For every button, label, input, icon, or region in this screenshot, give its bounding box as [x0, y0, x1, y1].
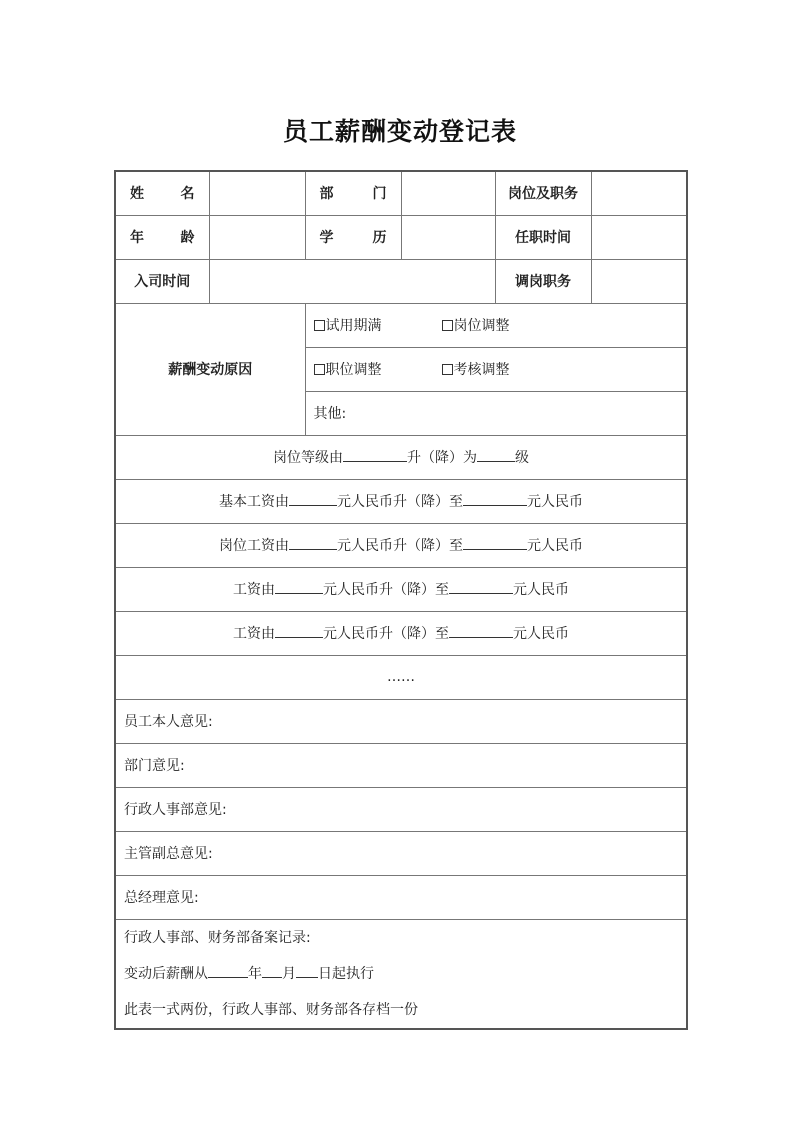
row-name [115, 171, 687, 215]
transfer-job-field[interactable] [591, 259, 687, 303]
wage-from-blank[interactable] [275, 623, 323, 638]
row-join [115, 259, 687, 303]
position-field[interactable] [591, 171, 687, 215]
name-field[interactable] [209, 171, 305, 215]
education-label: 学 历 [305, 215, 401, 259]
tenure-label: 任职时间 [495, 215, 591, 259]
position-label: 岗位及职务 [495, 171, 591, 215]
salary-change-form [114, 170, 688, 1030]
transfer-job-label: 调岗职务 [495, 259, 591, 303]
checkbox-icon[interactable] [314, 364, 325, 375]
checkbox-icon[interactable] [442, 320, 453, 331]
opinion-hr-admin[interactable]: 行政人事部意见: [115, 787, 687, 831]
age-field[interactable] [209, 215, 305, 259]
row-opinion-employee [115, 699, 687, 743]
reason-other[interactable]: 其他: [305, 391, 687, 435]
reason-option-post-adjust[interactable]: 岗位调整 [442, 315, 510, 335]
record-day-blank[interactable] [296, 963, 318, 978]
opinion-employee[interactable]: 员工本人意见: [115, 699, 687, 743]
row-level [115, 435, 687, 479]
page-title: 员工薪酬变动登记表 [282, 117, 517, 146]
record-cell [115, 919, 687, 1029]
row-wage-post [115, 523, 687, 567]
opinion-deputy-gm[interactable]: 主管副总意见: [115, 831, 687, 875]
wage-to-blank[interactable] [463, 491, 527, 506]
record-line-3: 此表一式两份，行政人事部、财务部各存档一份 [124, 1001, 418, 1018]
name-label: 姓 名 [115, 171, 209, 215]
row-wage-3 [115, 567, 687, 611]
age-label: 年 龄 [115, 215, 209, 259]
tenure-field[interactable] [591, 215, 687, 259]
wage-from-blank[interactable] [289, 535, 337, 550]
checkbox-icon[interactable] [442, 364, 453, 375]
reason-label: 薪酬变动原因 [115, 303, 305, 435]
row-opinion-dept [115, 743, 687, 787]
checkbox-icon[interactable] [314, 320, 325, 331]
reason-options-row-1 [305, 303, 687, 347]
level-change: 岗位等级由 升（降）为 级 [115, 435, 687, 479]
record-month-blank[interactable] [262, 963, 282, 978]
dept-field[interactable] [401, 171, 495, 215]
record-line-2: 变动后薪酬从 年 月 日起执行 [124, 956, 686, 992]
ellipsis-text: …… [115, 655, 687, 699]
row-age [115, 215, 687, 259]
row-opinion-vp [115, 831, 687, 875]
row-opinion-gm [115, 875, 687, 919]
record-year-blank[interactable] [208, 963, 248, 978]
reason-options-row-2 [305, 347, 687, 391]
education-field[interactable] [401, 215, 495, 259]
reason-option-title-adjust[interactable]: 职位调整 [314, 359, 442, 379]
reason-option-probation[interactable]: 试用期满 [314, 315, 442, 335]
wage-to-blank[interactable] [463, 535, 527, 550]
record-line-1: 行政人事部、财务部备案记录: [124, 929, 311, 946]
row-ellipsis [115, 655, 687, 699]
wage-to-blank[interactable] [449, 623, 513, 638]
reason-option-review-adjust[interactable]: 考核调整 [442, 359, 510, 379]
dept-label: 部 门 [305, 171, 401, 215]
wage-from-blank[interactable] [289, 491, 337, 506]
opinion-general-manager[interactable]: 总经理意见: [115, 875, 687, 919]
join-date-label: 入司时间 [115, 259, 209, 303]
wage-change-4: 工资由 元人民币升（降）至 元人民币 [115, 611, 687, 655]
level-from-blank[interactable] [343, 447, 407, 462]
row-record [115, 919, 687, 1029]
level-to-blank[interactable] [477, 447, 515, 462]
row-wage-4 [115, 611, 687, 655]
join-date-field[interactable] [209, 259, 495, 303]
row-wage-basic [115, 479, 687, 523]
row-reason-1 [115, 303, 687, 347]
wage-from-blank[interactable] [275, 579, 323, 594]
wage-change-3: 工资由 元人民币升（降）至 元人民币 [115, 567, 687, 611]
opinion-department[interactable]: 部门意见: [115, 743, 687, 787]
wage-change-basic: 基本工资由 元人民币升（降）至 元人民币 [115, 479, 687, 523]
wage-to-blank[interactable] [449, 579, 513, 594]
wage-change-post: 岗位工资由 元人民币升（降）至 元人民币 [115, 523, 687, 567]
row-opinion-hr [115, 787, 687, 831]
